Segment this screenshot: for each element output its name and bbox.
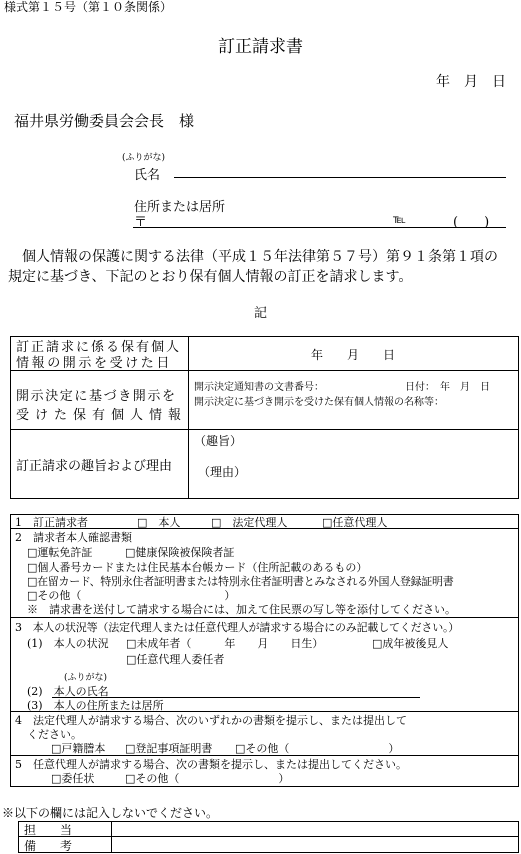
row2-date: 日付： 年 月 日 (405, 382, 490, 393)
tel-parens: ( ) (453, 215, 490, 230)
s2-opt-residence-card[interactable]: □在留カード、特別永住者証明書または特別永住者証明書とみなされる外国人登録証明書 (27, 575, 454, 588)
s3-1-label: (1) 本人の状況 (27, 637, 109, 650)
s4-text-b: ください。 (27, 728, 82, 741)
row2-label-b: 受けた保有個人情報 (16, 408, 188, 423)
s3-1-opt-principal[interactable]: □任意代理人委任者 (126, 653, 225, 666)
t2-line-2 (10, 617, 519, 618)
t2-left (10, 514, 11, 786)
row2-notice-no: 開示決定通知書の文書番号： (194, 382, 324, 393)
t1-left (10, 336, 11, 498)
s1-opt-legal-agent[interactable]: □ 法定代理人 (211, 516, 288, 529)
row1-value: 年 月 日 (310, 348, 395, 362)
t3-right (518, 821, 519, 852)
s3-furigana: (ふりがな) (64, 673, 108, 683)
date-line: 年 月 日 (436, 74, 506, 90)
furigana-label: (ふりがな) (122, 153, 166, 163)
s2-opt-mynumber[interactable]: □個人番号カードまたは住民基本台帳カード（住所記載のあるもの） (27, 561, 368, 574)
s4-opt-family-register[interactable]: □戸籍謄本 (51, 742, 106, 755)
row2-info-name: 開示決定に基づき開示を受けた保有個人情報の名称等： (194, 397, 444, 408)
name-field-line (174, 177, 506, 178)
tel-label: ℡ (393, 212, 406, 226)
address-label: 住所または居所 (134, 200, 226, 215)
office-row-biko: 備 考 (24, 839, 73, 853)
row1-label-a: 訂正請求に係る保有個人 (16, 340, 182, 355)
s4-opt-registry-cert[interactable]: □登記事項証明書 (125, 742, 213, 755)
t1-line-2 (10, 429, 519, 430)
addressee: 福井県労働委員会会長 様 (14, 112, 195, 130)
row3-label: 訂正請求の趣旨および理由 (16, 459, 173, 474)
row1-label-b: 情報の開示を受けた日 (16, 356, 173, 371)
s3-3-address: (3) 本人の住所または居所 (27, 699, 164, 712)
office-use-note: ※以下の欄には記入しないでください。 (2, 806, 219, 820)
form-number: 様式第１５号（第１０条関係） (4, 0, 173, 14)
row3-reason: （理由） (198, 465, 247, 479)
s2-opt-license[interactable]: □運転免許証 (27, 546, 93, 559)
t2-bottom (10, 786, 519, 787)
s5-text: 5 任意代理人が請求する場合、次の書類を提示し、または提出してください。 (15, 758, 407, 771)
s4-opt-other[interactable]: □その他（ ） (235, 742, 400, 755)
address-field-line (133, 227, 506, 228)
t1-right (518, 336, 519, 498)
t3-top (18, 821, 519, 822)
s3-2-name: (2) 本人の氏名 (27, 685, 109, 698)
s1-opt-voluntary-agent[interactable]: □任意代理人 (322, 516, 388, 529)
t1-bottom (10, 498, 519, 499)
body-line-2: 規定に基づき、下記のとおり保有個人情報の訂正を請求します。 (8, 269, 413, 285)
postal-mark: 〒 (134, 215, 148, 230)
body-line-1: 個人情報の保護に関する法律（平成１５年法律第５７号）第９１条第１項の (22, 249, 498, 265)
s3-title: 3 本人の状況等（法定代理人または任意代理人が請求する場合にのみ記載してください。） (15, 621, 460, 634)
page-title: 訂正請求書 (218, 37, 303, 57)
s1-title: 1 訂正請求者 (15, 516, 88, 529)
row3-purpose: （趣旨） (194, 434, 243, 448)
t2-right (518, 514, 519, 786)
ki-mark: 記 (254, 306, 268, 321)
s2-opt-other[interactable]: □その他（ ） (27, 589, 236, 602)
s1-opt-self[interactable]: □ 本人 (137, 516, 181, 529)
s5-opt-other[interactable]: □その他（ ） (125, 772, 290, 785)
s2-opt-insurance[interactable]: □健康保険被保険者証 (125, 546, 235, 559)
s3-1-opt-minor[interactable]: □未成年者（ 年 月 日生） (126, 637, 324, 650)
s2-title: 2 請求者本人確認書類 (15, 531, 132, 544)
s2-note: ※ 請求書を送付して請求する場合には、加えて住民票の写し等を添付してください。 (27, 603, 456, 616)
name-label: 氏名 (134, 168, 161, 183)
t3-left (18, 821, 19, 852)
t3-mid (18, 836, 519, 837)
s3-1-opt-ward[interactable]: □成年被後見人 (372, 637, 449, 650)
t3-divider (111, 821, 112, 852)
s4-text-a: 4 法定代理人が請求する場合、次のいずれかの書類を提示し、または提出して (15, 714, 407, 727)
row2-label-a: 開示決定に基づき開示を (16, 389, 177, 404)
office-row-tanto: 担 当 (24, 823, 73, 837)
s5-opt-power-of-attorney[interactable]: □委任状 (51, 772, 95, 785)
t3-bottom (18, 852, 519, 853)
